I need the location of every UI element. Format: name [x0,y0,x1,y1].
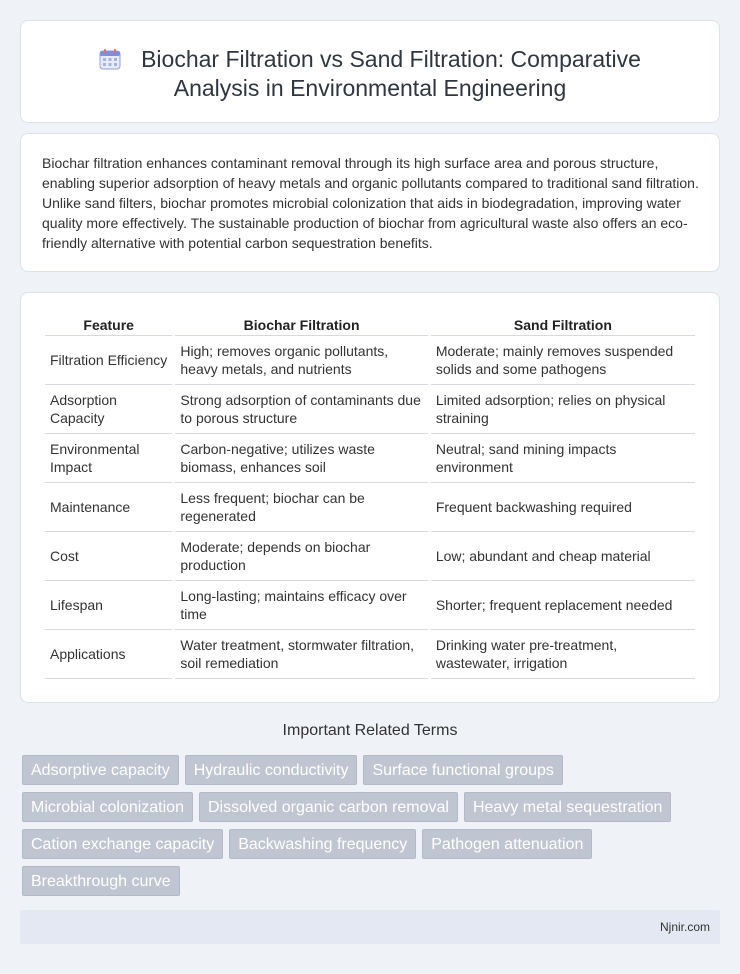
title-card [20,20,720,123]
comparison-table [42,314,698,679]
related-term-tag[interactable]: Pathogen attenuation [422,829,592,859]
table-row [45,385,695,434]
row-biochar: Strong adsorption of contaminants due to porous structure [175,385,427,434]
row-sand: Low; abundant and cheap material [431,532,695,581]
related-terms-list [22,755,722,896]
related-term-tag[interactable]: Dissolved organic carbon removal [199,792,458,822]
page-title [21,45,719,103]
row-feature: Maintenance [45,483,172,532]
title-line-2: Analysis in Environmental Engineering [173,75,567,101]
row-feature: Adsorption Capacity [45,385,172,434]
table-row [45,483,695,532]
row-feature: Cost [45,532,172,581]
row-sand: Limited adsorption; relies on physical straining [431,385,695,434]
intro-paragraph: Biochar filtration enhances contaminant removal through its high surface area and porous structure, enabling superior adsorption of heavy metals and organic pollutants compared to traditional sand filtration. Unlike sand filters, biochar promotes microbial colonization that aids in biodegradation, improving water quality more effectively. The sustainable production of biochar from agricultural waste also offers an eco-friendly alternative with potential carbon sequestration benefits. [42,155,699,251]
header-feature: Feature [45,314,172,336]
table-row [45,336,695,385]
related-term-tag[interactable]: Cation exchange capacity [22,829,223,859]
row-biochar: Moderate; depends on biochar production [175,532,427,581]
related-term-tag[interactable]: Surface functional groups [363,755,562,785]
row-sand: Neutral; sand mining impacts environment [431,434,695,483]
related-term-tag[interactable]: Adsorptive capacity [22,755,179,785]
table-row [45,581,695,630]
row-feature: Lifespan [45,581,172,630]
intro-card [20,133,720,272]
row-biochar: Less frequent; biochar can be regenerated [175,483,427,532]
calendar-icon [99,48,121,70]
row-feature: Filtration Efficiency [45,336,172,385]
title-line-1: Biochar Filtration vs Sand Filtration: Comparative [141,46,641,72]
table-row [45,630,695,679]
comparison-card [20,292,720,703]
row-biochar: Long-lasting; maintains efficacy over time [175,581,427,630]
header-sand: Sand Filtration [431,314,695,336]
row-sand: Frequent backwashing required [431,483,695,532]
related-term-tag[interactable]: Hydraulic conductivity [185,755,358,785]
related-term-tag[interactable]: Breakthrough curve [22,866,180,896]
row-biochar: Water treatment, stormwater filtration, soil remediation [175,630,427,679]
row-feature: Environmental Impact [45,434,172,483]
header-biochar: Biochar Filtration [175,314,427,336]
row-biochar: High; removes organic pollutants, heavy metals, and nutrients [175,336,427,385]
row-sand: Moderate; mainly removes suspended solids and some pathogens [431,336,695,385]
related-term-tag[interactable]: Backwashing frequency [229,829,416,859]
table-row [45,532,695,581]
row-feature: Applications [45,630,172,679]
row-sand: Shorter; frequent replacement needed [431,581,695,630]
related-term-tag[interactable]: Heavy metal sequestration [464,792,671,822]
related-term-tag[interactable]: Microbial colonization [22,792,193,822]
footer-site-name[interactable]: Njnir.com [659,920,710,934]
related-terms-title: Important Related Terms [282,722,458,739]
row-biochar: Carbon-negative; utilizes waste biomass, enhances soil [175,434,427,483]
table-header-row [45,314,695,336]
footer-bar [20,910,720,944]
row-sand: Drinking water pre-treatment, wastewater, irrigation [431,630,695,679]
table-row [45,434,695,483]
